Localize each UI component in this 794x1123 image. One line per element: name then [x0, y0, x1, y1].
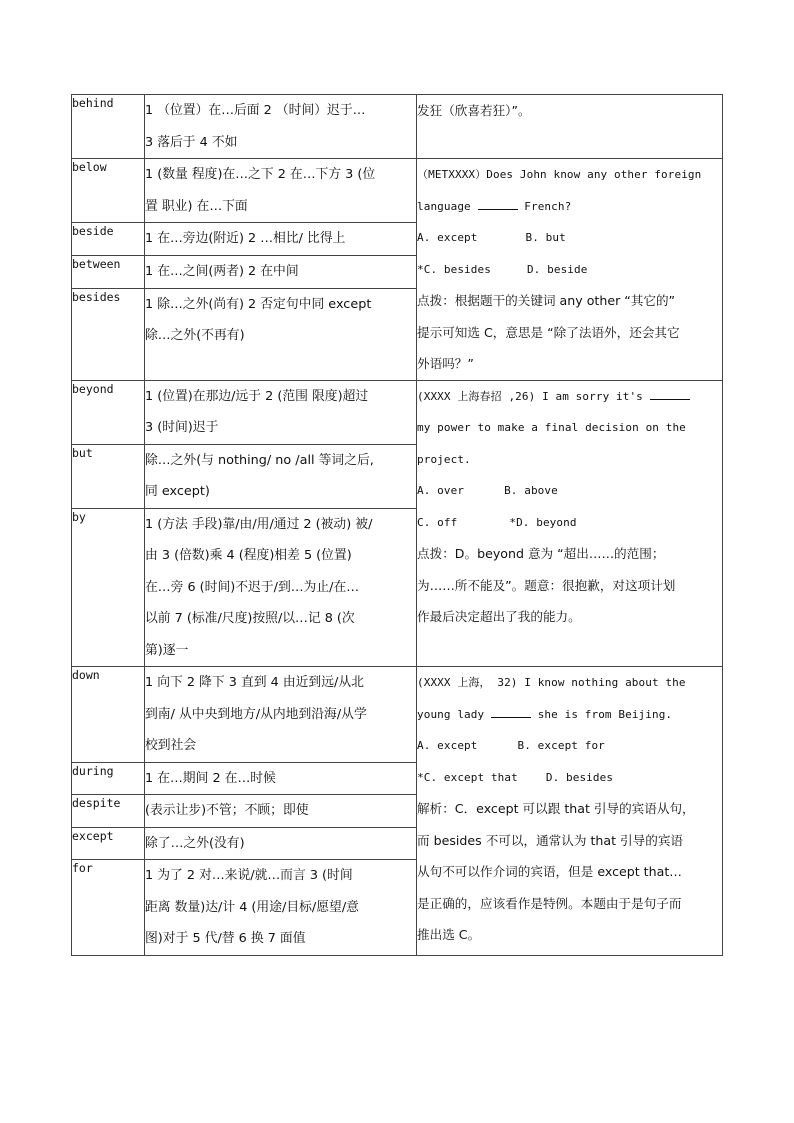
- table-row: [72, 667, 723, 763]
- meaning-cell: 除…之外(与 nothing/ no /all 等词之后, 同 except): [145, 444, 417, 508]
- example-cell: (XXXX 上海， 32) I know nothing about the young lady she is from Beijing. A. except B. except for *C. except that D. besides 解析：C．except 可以跟 that 引导的宾语从句， 而 besides 不可以，通常认为 that 引导的宾语 从句不可以作介词的宾语，但是 except that… 是正确的，应该看作是特例。本题由于是句子而 推出选 C。: [417, 667, 723, 956]
- meaning-cell: 1 向下 2 降下 3 直到 4 由近到远/从北 到南/ 从中央到地方/从内地到沿海/从学 校到社会: [145, 667, 417, 763]
- example-cell: 发狂（欣喜若狂）”。: [417, 95, 723, 159]
- word-cell: beside: [72, 223, 145, 256]
- preposition-table: [71, 94, 723, 956]
- table-row: [72, 380, 723, 444]
- table-row: [72, 159, 723, 223]
- meaning-cell: (表示让步)不管；不顾；即使: [145, 795, 417, 828]
- word-cell: despite: [72, 795, 145, 828]
- meaning-cell: 1 在…旁边(附近) 2 …相比/ 比得上: [145, 223, 417, 256]
- meaning-cell: 除了…之外(没有): [145, 827, 417, 860]
- answer-blank: [650, 387, 690, 400]
- answer-blank: [491, 705, 531, 718]
- table-row: [72, 95, 723, 159]
- meaning-cell: 1 （位置）在…后面 2 （时间）迟于… 3 落后于 4 不如: [145, 95, 417, 159]
- example-cell: （METXXXX）Does John know any other foreign language French? A. except B. but *C. besides D. beside 点拨：根据题干的关键词 any other “其它的” 提示可知选 C，意思是 “除了法语外，还会其它 外语吗？”: [417, 159, 723, 381]
- word-cell: by: [72, 508, 145, 667]
- word-cell: below: [72, 159, 145, 223]
- answer-blank: [478, 197, 518, 210]
- word-cell: besides: [72, 288, 145, 380]
- meaning-cell: 1 (数量 程度)在…之下 2 在…下方 3 (位 置 职业) 在…下面: [145, 159, 417, 223]
- meaning-cell: 1 (方法 手段)靠/由/用/通过 2 (被动) 被/ 由 3 (倍数)乘 4 (程度)相差 5 (位置) 在…旁 6 (时间)不迟于/到…为止/在… 以前 7 (标准/尺度)按照/以…记 8 (次 第)逐一: [145, 508, 417, 667]
- word-cell: down: [72, 667, 145, 763]
- word-cell: but: [72, 444, 145, 508]
- word-cell: except: [72, 827, 145, 860]
- word-cell: during: [72, 762, 145, 795]
- word-cell: for: [72, 860, 145, 956]
- meaning-cell: 1 为了 2 对…来说/就…而言 3 (时间 距离 数量)达/计 4 (用途/目标/愿望/意 图)对于 5 代/替 6 换 7 面值: [145, 860, 417, 956]
- word-cell: behind: [72, 95, 145, 159]
- word-cell: between: [72, 256, 145, 289]
- meaning-cell: 1 (位置)在那边/远于 2 (范围 限度)超过 3 (时间)迟于: [145, 380, 417, 444]
- meaning-cell: 1 除…之外(尚有) 2 否定句中同 except 除…之外(不再有): [145, 288, 417, 380]
- meaning-cell: 1 在…期间 2 在…时候: [145, 762, 417, 795]
- word-cell: beyond: [72, 380, 145, 444]
- meaning-cell: 1 在…之间(两者) 2 在中间: [145, 256, 417, 289]
- example-cell: (XXXX 上海春招 ,26) I am sorry it's my power to make a final decision on the project. A. over B. above C. off *D. beyond 点拨：D。beyond 意为 “超出……的范围； 为……所不能及”。题意：很抱歉，对这项计划 作最后决定超出了我的能力。: [417, 380, 723, 667]
